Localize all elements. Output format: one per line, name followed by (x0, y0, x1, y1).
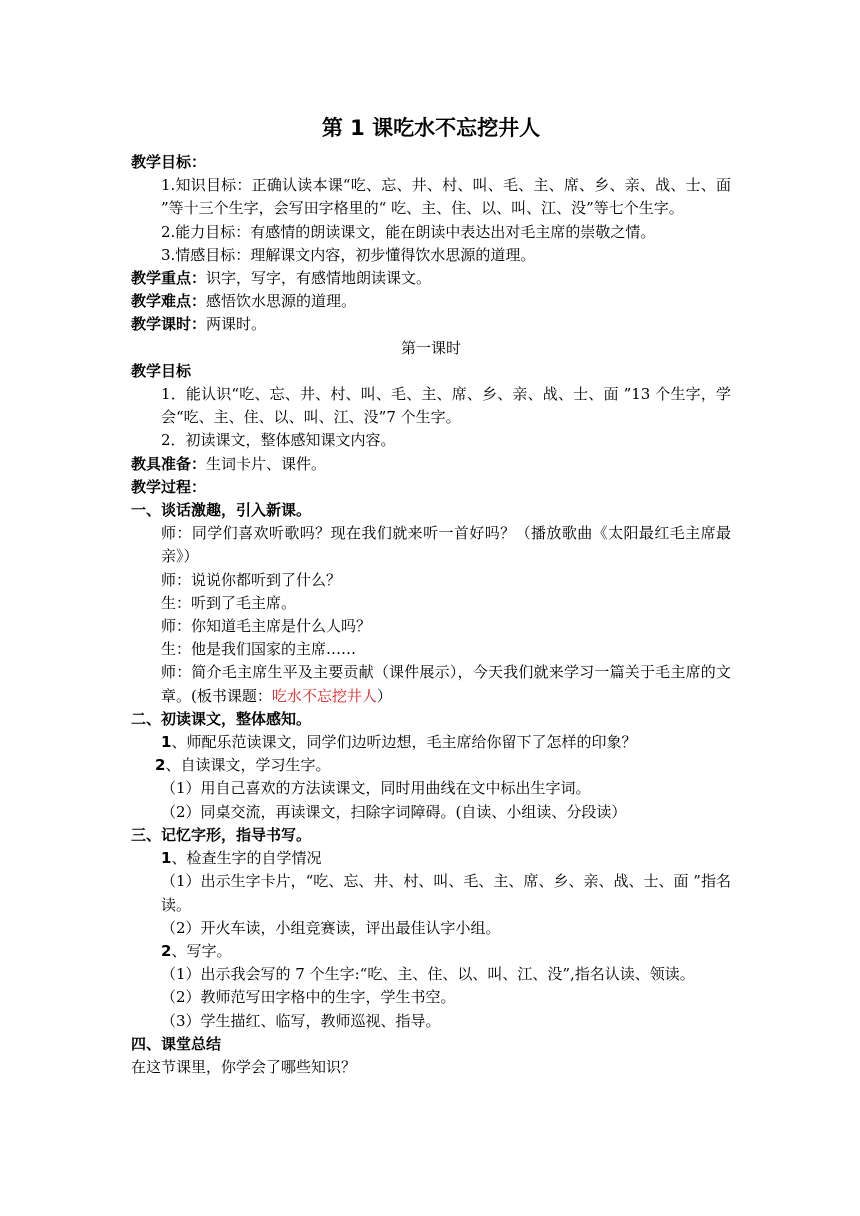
periods-text: 两课时。 (206, 315, 267, 334)
objective-1: 1.知识目标：正确认读本课“吃、忘、井、村、叫、毛、主、席、乡、亲、战、士、面 ”等十三个生字，会写田字格里的“ 吃、主、住、以、叫、江、没”等七个生字。 (161, 176, 731, 218)
section-3-item-2 (131, 940, 731, 963)
prep-label: 教具准备： (131, 454, 207, 473)
section-2-heading: 二、初读课文，整体感知。 (131, 709, 312, 728)
periods (131, 313, 731, 336)
key-point-label: 教学重点： (131, 269, 207, 288)
prep (131, 453, 731, 476)
difficulty (131, 290, 731, 313)
section-1-line-1: 师：同学们喜欢听歌吗？现在我们就来听一首好吗？（播放歌曲《太阳最红毛主席最亲》） (161, 524, 731, 566)
section-3-item-1 (131, 847, 731, 870)
section-2-item-2-number: 2 (155, 756, 166, 775)
p1-objective-2: 2．初读课文，整体感知课文内容。 (161, 431, 396, 450)
key-point-text: 识字，写字，有感情地朗读课文。 (206, 269, 432, 288)
periods-label: 教学课时： (131, 315, 207, 334)
p1-objective-1: 1．能认识“吃、忘、井、村、叫、毛、主、席、乡、亲、战、士、面 ”13 个生字，学会“吃、主、住、以、叫、江、没”7 个生字。 (161, 385, 731, 427)
prep-text: 生词卡片、课件。 (206, 454, 327, 473)
process-heading: 教学过程： (131, 477, 207, 496)
section-1-line-4: 师：你知道毛主席是什么人吗？ (161, 617, 372, 636)
difficulty-label: 教学难点： (131, 292, 207, 311)
section-1-line-3: 生：听到了毛主席。 (161, 593, 297, 612)
section-2-item-1-number: 1 (161, 733, 172, 752)
section-3-line-5: （1）出示我会写的 7 个生字:“吃、主、住、以、叫、江、没”,指名认读、领读。 (161, 965, 695, 984)
section-3-item-1-text: 、检查生字的自学情况 (171, 849, 322, 868)
objectives-heading: 教学目标： (131, 153, 207, 171)
section-4-heading: 四、课堂总结 (131, 1034, 222, 1053)
section-1-heading: 一、谈话激趣，引入新课。 (131, 501, 312, 520)
section-1-line-5: 生：他是我们国家的主席…… (161, 640, 357, 659)
section-2-line-3: （1）用自己喜欢的方法读课文，同时用曲线在文中标出生字词。 (161, 779, 591, 798)
section-3-item-2-number: 2 (161, 941, 172, 960)
section-3-line-6: （2）教师范写田字格中的生字，学生书空。 (161, 988, 456, 1007)
board-title: 吃水不忘挖井人 (271, 686, 377, 705)
p1-objectives-heading: 教学目标 (131, 361, 192, 380)
section-1-line-6-end: ） (376, 686, 392, 705)
section-3-heading: 三、记忆字形，指导书写。 (131, 825, 312, 844)
section-4-line-1: 在这节课里，你学会了哪些知识？ (131, 1057, 357, 1076)
section-3-line-7: （3）学生描红、临写，教师巡视、指导。 (161, 1011, 441, 1030)
section-3-item-1-number: 1 (161, 849, 172, 868)
section-2-item-2 (131, 754, 731, 777)
section-3-line-3: （2）开火车读，小组竞赛读，评出最佳认字小组。 (161, 918, 501, 937)
document-content (131, 113, 731, 1079)
section-1-line-6-text: 师：简介毛主席生平及主要贡献（课件展示），今天我们就来学习一篇关于毛主席的文章。(板书课题： (161, 663, 731, 705)
section-1-line-2: 师：说说你都听到了什么？ (161, 570, 342, 589)
page-title: 第 1 课吃水不忘挖井人 (321, 116, 541, 140)
objective-3: 3.情感目标：理解课文内容，初步懂得饮水思源的道理。 (161, 245, 536, 264)
section-3-item-2-text: 、写字。 (171, 941, 232, 960)
section-2-item-1 (131, 731, 731, 754)
section-1-line-6 (131, 661, 731, 707)
section-2-item-2-text: 、自读课文，学习生字。 (165, 756, 331, 775)
objective-2: 2.能力目标：有感情的朗读课文，能在朗读中表达出对毛主席的崇敬之情。 (161, 222, 656, 241)
difficulty-text: 感悟饮水思源的道理。 (206, 292, 357, 311)
section-2-item-1-text: 、师配乐范读课文，同学们边听边想，毛主席给你留下了怎样的印象？ (171, 733, 637, 752)
section-3-line-2: （1）出示生字卡片，“吃、忘、井、村、叫、毛、主、席、乡、亲、战、士、面 ”指名读。 (161, 872, 731, 914)
section-2-line-4: （2）同桌交流，再读课文，扫除字词障碍。(自读、小组读、分段读） (161, 802, 627, 821)
key-point (131, 267, 731, 290)
first-period-heading: 第一课时 (400, 338, 461, 357)
